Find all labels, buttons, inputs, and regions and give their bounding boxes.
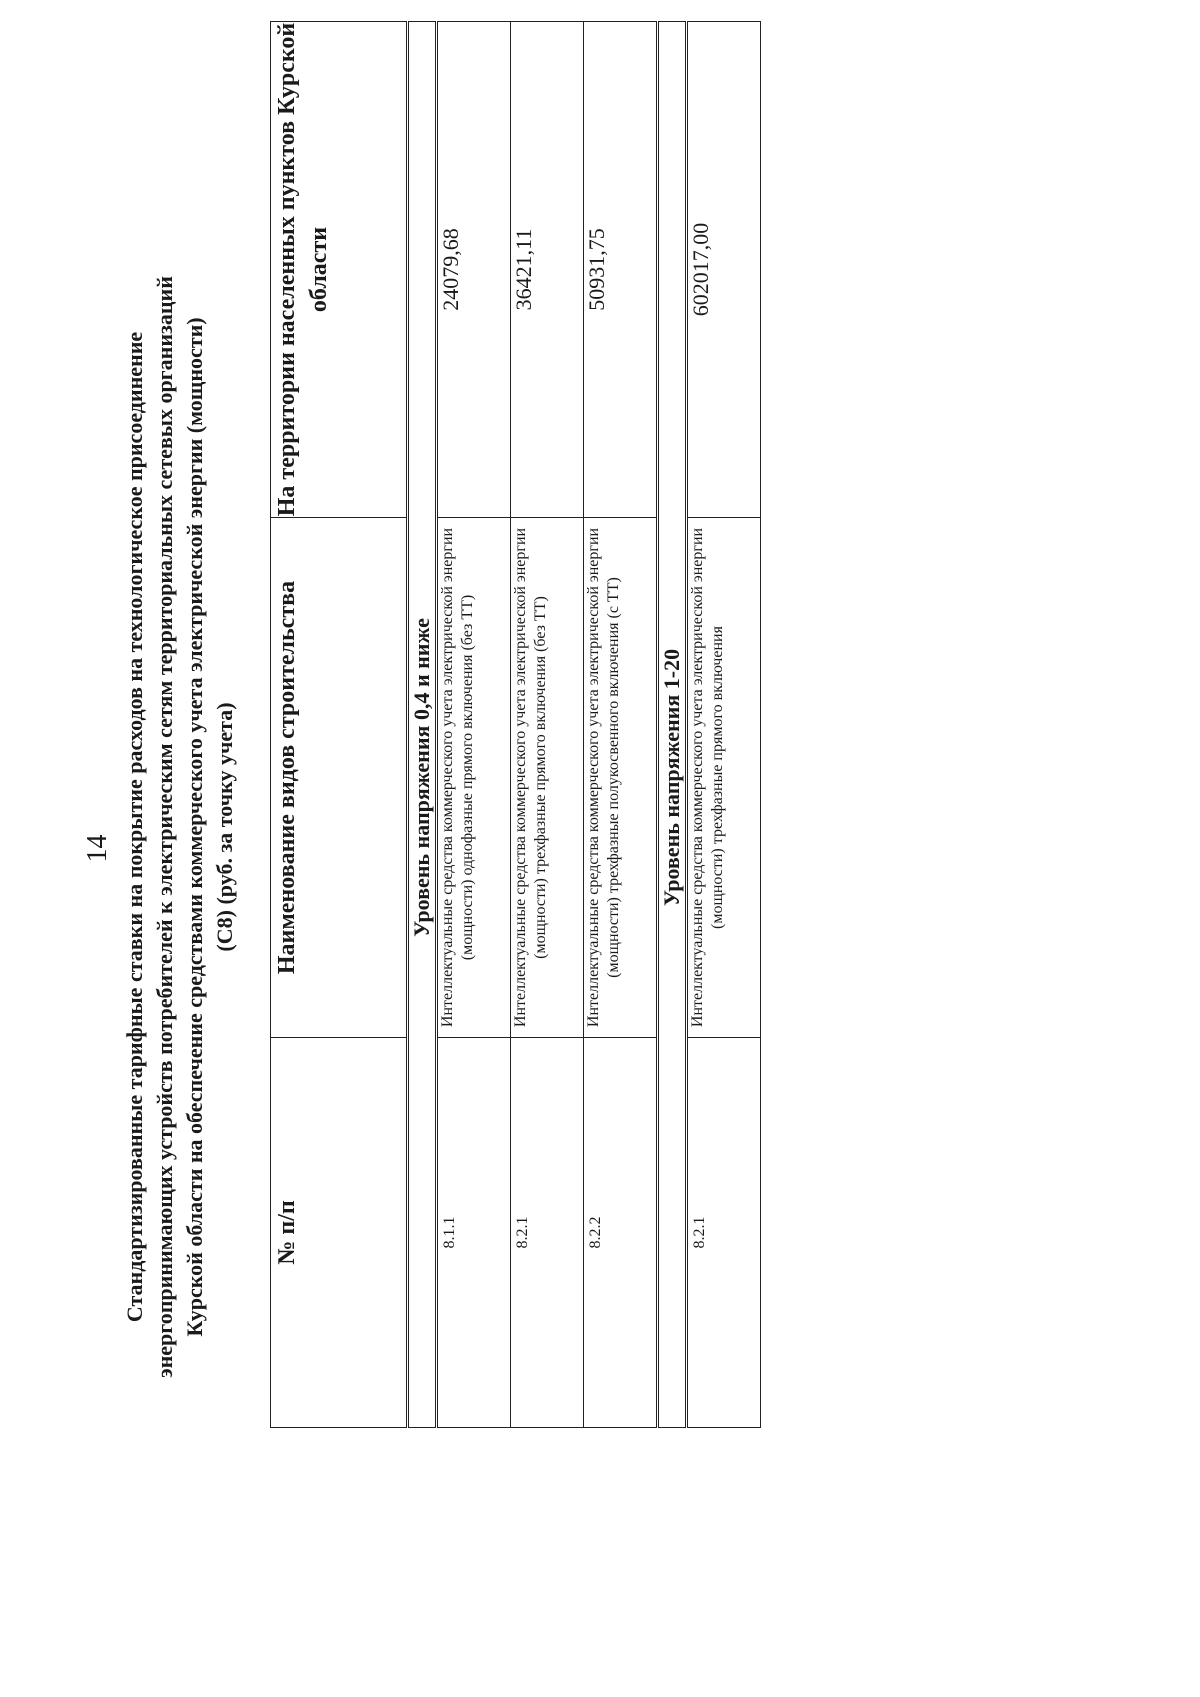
section-label: Уровень напряжения 0,4 и ниже xyxy=(408,518,437,1038)
row-value: 36421,11 xyxy=(511,22,584,518)
row-value: 24079,68 xyxy=(437,22,511,518)
row-number: 8.2.1 xyxy=(687,1038,761,1428)
page-number: 14 xyxy=(82,834,113,863)
section-row xyxy=(408,22,437,1428)
header-territory: На территории населенных пунктов Курской области xyxy=(271,22,408,518)
title-line: Курской области на обеспечение средствами коммерческого учета электрической энергии (мощности) xyxy=(182,317,207,1337)
header-name: Наименование видов строительства xyxy=(271,518,408,1038)
row-description: Интеллектуальные средства коммерческого учета электрической энергии (мощности) трехфазные прямого включения (без ТТ) xyxy=(511,518,584,1038)
row-description: Интеллектуальные средства коммерческого учета электрической энергии (мощности) трехфазные прямого включения xyxy=(687,518,761,1038)
table-row xyxy=(511,22,584,1428)
table-row xyxy=(687,22,761,1428)
row-number: 8.2.1 xyxy=(511,1038,584,1428)
title-line: энергопринимающих устройств потребителей к электрическим сетям территориальных сетевых организаций xyxy=(152,276,177,1378)
row-number: 8.2.2 xyxy=(584,1038,658,1428)
title-line: (С8) (руб. за точку учета) xyxy=(212,702,237,952)
table-row xyxy=(584,22,658,1428)
title-line: Стандартизированные тарифные ставки на покрытие расходов на технологическое присоединение xyxy=(122,331,147,1323)
row-description: Интеллектуальные средства коммерческого учета электрической энергии (мощности) однофазные прямого включения (без ТТ) xyxy=(437,518,511,1038)
table-row xyxy=(437,22,511,1428)
row-value: 602017,00 xyxy=(687,22,761,518)
tariff-table xyxy=(270,21,761,1428)
row-value: 50931,75 xyxy=(584,22,658,518)
header-num: № п/п xyxy=(271,1038,408,1428)
table-header-row xyxy=(271,22,408,1428)
section-label: Уровень напряжения 1-20 xyxy=(658,518,687,1038)
document-title xyxy=(120,187,240,1467)
row-number: 8.1.1 xyxy=(437,1038,511,1428)
section-row xyxy=(658,22,687,1428)
row-description: Интеллектуальные средства коммерческого учета электрической энергии (мощности) трехфазные полукосвенного включения (с ТТ) xyxy=(584,518,658,1038)
